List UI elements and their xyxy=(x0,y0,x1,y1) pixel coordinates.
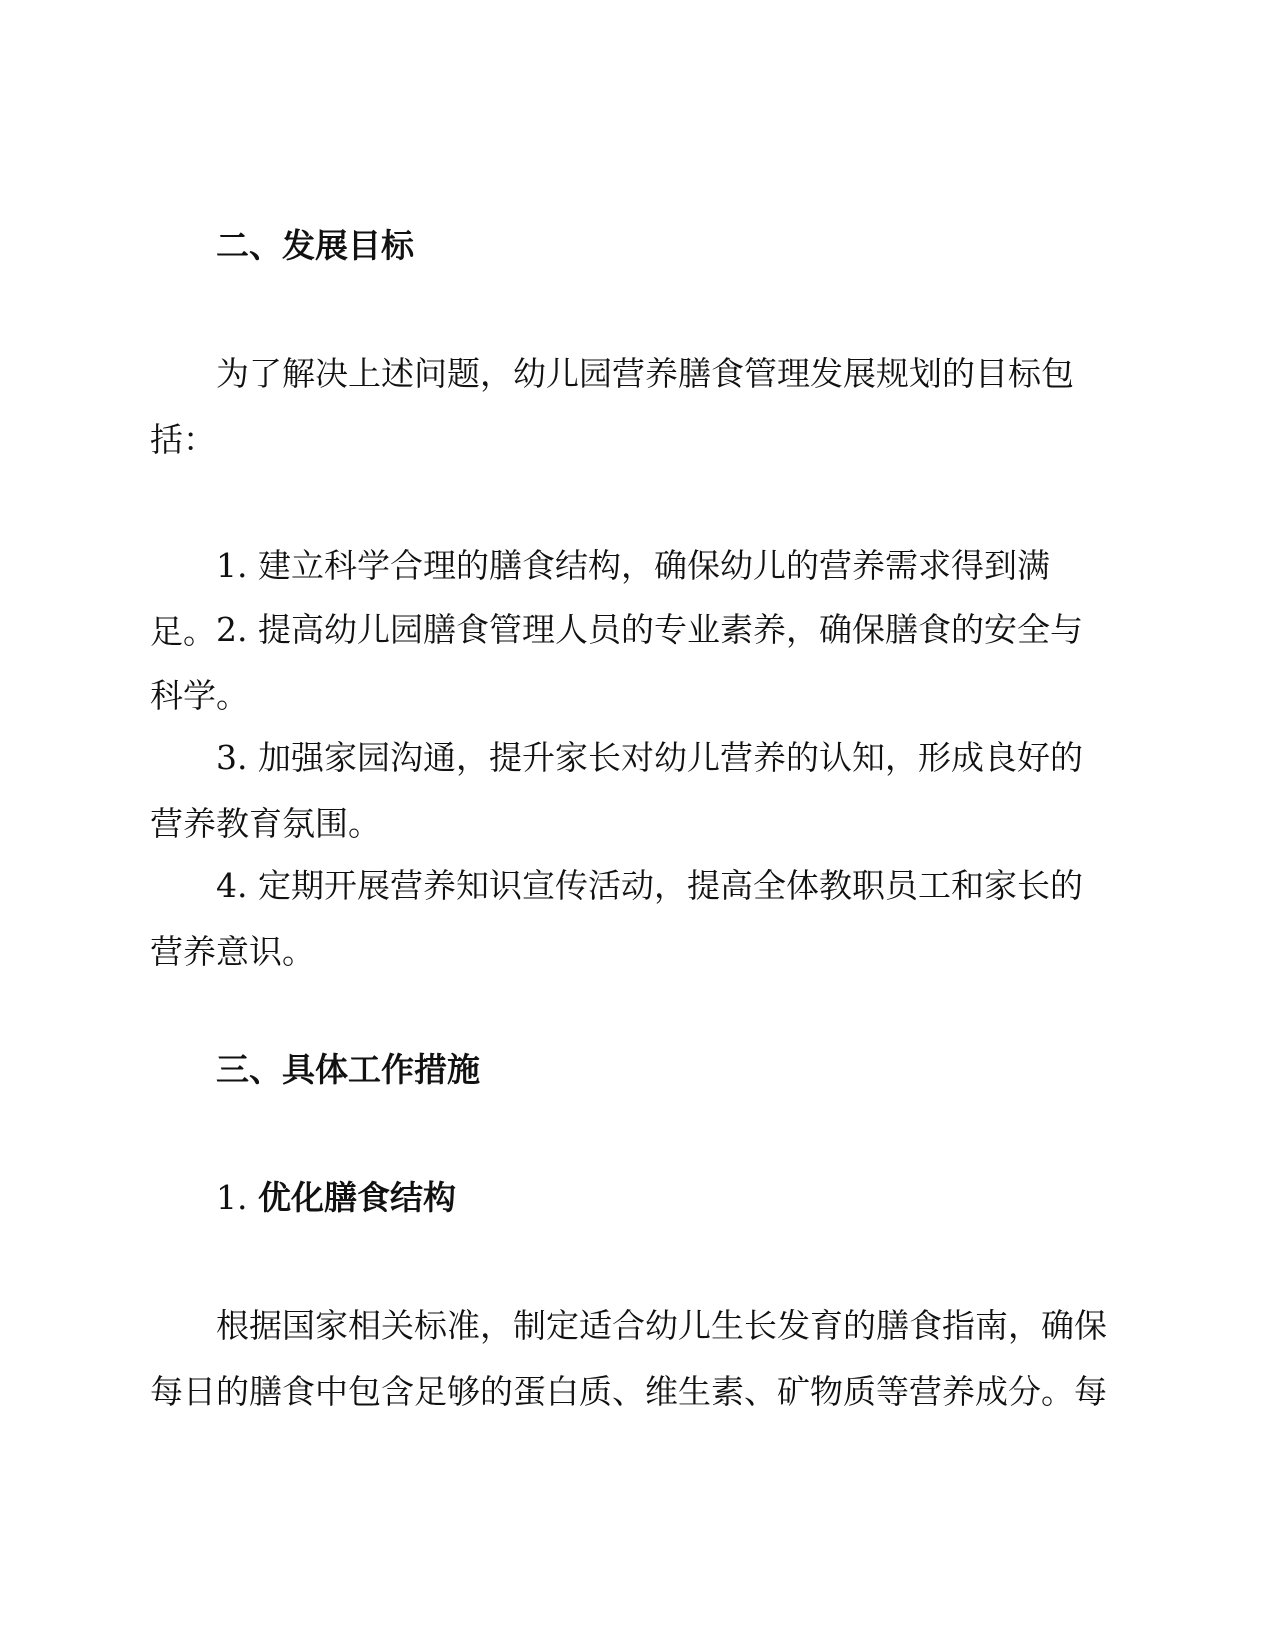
goal-item-4: 4. 定期开展营养知识宣传活动，提高全体教职员工和家长的营养意识。 xyxy=(150,866,1083,971)
subsection-title: 优化膳食结构 xyxy=(257,1178,456,1217)
section-heading-work-measures: 三、具体工作措施 xyxy=(216,1050,480,1089)
body-paragraph-diet-guidelines: 根据国家相关标准，制定适合幼儿生长发育的膳食指南，确保每日的膳食中包含足够的蛋白质、维生素、矿物质等营养成分。每 xyxy=(150,1306,1107,1411)
intro-paragraph: 为了解决上述问题，幼儿园营养膳食管理发展规划的目标包括： xyxy=(150,354,1074,459)
subsection-heading-optimize-diet xyxy=(150,1165,1110,1231)
subsection-number: 1. xyxy=(216,1178,258,1217)
goal-item-2: 2. 提高幼儿园膳食管理人员的专业素养，确保膳食的安全与科学。 xyxy=(150,610,1083,715)
goal-item-3: 3. 加强家园沟通，提升家长对幼儿营养的认知，形成良好的营养教育氛围。 xyxy=(150,738,1083,843)
goal-item-1: 1. 建立科学合理的膳食结构，确保幼儿的营养需求得到满足。 xyxy=(150,546,1050,651)
section-heading-development-goals: 二、发展目标 xyxy=(216,226,414,265)
